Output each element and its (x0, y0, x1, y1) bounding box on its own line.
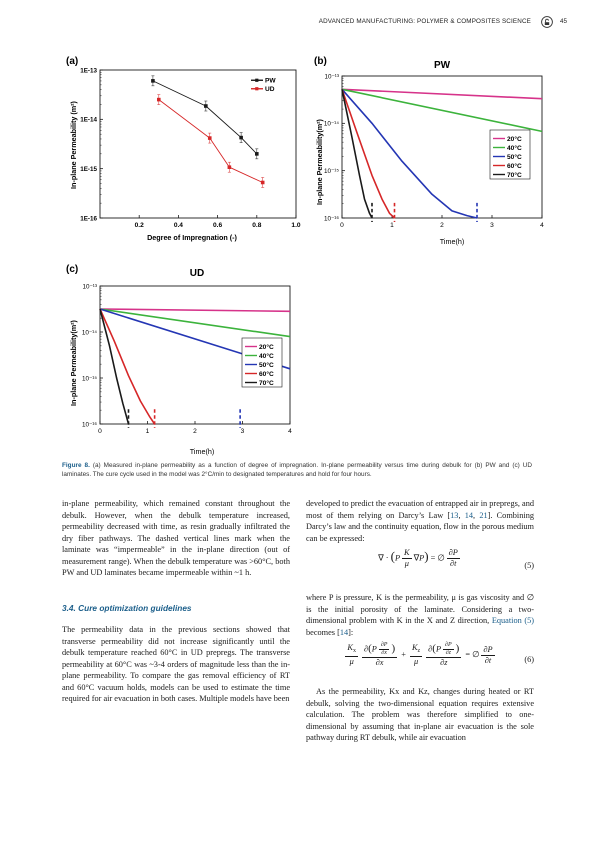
y-axis-label-b: In-plane Permeability(m²) (315, 119, 324, 205)
series-line-60C (342, 89, 395, 218)
series-line-60C (100, 309, 155, 424)
paragraph-right-3: As the permeability, Kx and Kz, changes during heated or RT debulk, solving the two-dimensional equation requires extensive calculation. The problem was therefore simplified to one-dimensional by assuming that in-plane air evacuation is the sole pathway during RT debulk, while air evacuation (306, 687, 534, 742)
body-left-column (62, 498, 290, 705)
y-tick-label: 10⁻¹⁴ (81, 329, 97, 337)
legend-entry: PW (265, 77, 276, 85)
equation-link[interactable]: Equation (5) (491, 616, 535, 625)
citation-link[interactable]: 14 (464, 510, 474, 520)
legend-entry: UD (265, 86, 275, 94)
citation-link[interactable]: 13 (450, 510, 459, 520)
x-tick-label: 3 (490, 222, 494, 229)
series-line-50C (342, 89, 477, 218)
x-axis-label-a: Degree of Impregnation (-) (147, 233, 237, 242)
series-line-UD (159, 100, 263, 183)
y-tick-label: 1E-14 (80, 116, 97, 124)
y-axis-label-a: In-plane Permeability (m²) (69, 101, 78, 189)
body-right-column (306, 498, 534, 744)
legend-entry: 20°C (507, 135, 522, 143)
y-tick-label: 10⁻¹⁵ (81, 375, 97, 383)
panel-label-b: (b) (314, 56, 327, 67)
figure-panel-a (62, 50, 307, 250)
x-tick-label: 4 (540, 222, 544, 229)
paragraph-left-1: in-plane permeability, which remained constant throughout the debulk. However, when the debulk temperature increased, permeability decreased with time, as resin gradually infiltrated the dry fiber pathways. The dashed vertical lines mark when the laminate was “impermeable” in the in-plane direction (out of measurement range). When the debulk temperature was >60°C, both PW and UD laminates became impermeable within ~1 h. (62, 499, 290, 577)
x-tick-label: 1.0 (291, 222, 301, 229)
y-tick-label: 1E-13 (80, 67, 97, 75)
legend-entry: 40°C (507, 144, 522, 152)
equation-5: ∇ · (P $\frac{K}{\mu}$ ∇P) = ∅ $\frac{\partial P}{\partial t}$ (5) (378, 548, 534, 570)
page-number: 45 (559, 18, 567, 25)
x-tick-label: 0.8 (252, 222, 262, 229)
y-tick-label: 10⁻¹³ (324, 73, 339, 81)
y-tick-label: 10⁻¹⁵ (323, 168, 339, 176)
equation-number: (6) (524, 655, 534, 664)
legend-marker (255, 79, 258, 82)
paragraph-left-2: The permeability data in the previous sections showed that transverse permeability did not increase significantly until the debulk temperature reached 60°C in UD prepregs. The transverse permeability at 60°C was ~3-4 orders of magnitude less than the in-plane permeability. To compare the gas removal efficiency of RT and 60°C vacuum holds, models can be used to estimate the time required for air evacuation in both cases. Multiple models have been (62, 625, 290, 703)
series-line-PW (153, 81, 257, 154)
equation-number: (5) (524, 561, 534, 570)
legend-entry: 60°C (259, 370, 274, 378)
paragraph-right-2: where P is pressure, K is the permeability, μ is gas viscosity and ∅ is the initial porosity of the laminate. Considering a two-dimensional problem with K in the X and Z direction, Equation (5) becomes [14]: (306, 593, 535, 637)
y-axis-label-c: In-plane Permeability(m²) (69, 320, 78, 406)
series-line-70C (342, 89, 372, 218)
panel-label-c: (c) (66, 264, 79, 275)
series-line-20C (342, 89, 542, 98)
legend-marker (255, 87, 258, 90)
x-tick-label: 2 (440, 222, 444, 229)
x-tick-label: 0.6 (213, 222, 223, 229)
y-tick-label: 10⁻¹³ (82, 283, 97, 291)
x-axis-label-c: Time(h) (189, 447, 215, 456)
x-tick-label: 0.4 (173, 222, 183, 229)
caption-label: Figure 8. (62, 462, 90, 469)
x-tick-label: 4 (288, 428, 292, 435)
legend-entry: 50°C (507, 153, 522, 161)
x-tick-label: 0 (98, 428, 102, 435)
chart-title-c: UD (189, 268, 205, 279)
y-tick-label: 10⁻¹⁴ (323, 120, 339, 128)
figure-caption (62, 462, 532, 479)
citation-link[interactable]: 21 (479, 510, 488, 520)
legend-entry: 60°C (507, 162, 522, 170)
series-line-20C (100, 309, 290, 311)
legend-entry: 50°C (259, 361, 274, 369)
x-tick-label: 1 (390, 222, 394, 229)
citation-link[interactable]: 14 (339, 627, 349, 637)
chart-title-b: PW (433, 60, 451, 71)
y-tick-label: 1E-16 (80, 215, 97, 223)
section-heading: 3.4. Cure optimization guidelines (62, 602, 192, 613)
legend-entry: 70°C (259, 379, 274, 387)
x-tick-label: 2 (193, 428, 197, 435)
y-tick-label: 10⁻¹⁶ (323, 215, 339, 223)
running-header (0, 16, 595, 30)
figure-panel-b (312, 50, 552, 250)
equation-6: $\frac{K_x}{\mu}$ ∂(P $\frac{\partial P}{\partial x}$ ) ∂x + $\frac{K_z}{\mu}$ ∂(P $\frac{\partial P}{\partial z}$ ) ∂z = ∅ $\frac{\partial P}{\partial t}$ (6) (347, 642, 534, 667)
series-line-40C (100, 309, 290, 337)
chart-panel-c (62, 258, 302, 458)
legend-entry: 70°C (507, 171, 522, 179)
x-tick-label: 1 (145, 428, 150, 435)
caption-text: (a) Measured in-plane permeability as a function of degree of impregnation. In-plane permeability versus time during debulk for (b) PW and (c) UD laminates. The cure cycle used in the model was 2°C/min to designated temperatures and hold for four hours. (62, 462, 532, 478)
figure-panel-c (62, 258, 302, 458)
x-tick-label: 3 (240, 428, 245, 435)
legend-entry: 40°C (259, 352, 274, 360)
panel-label-a: (a) (66, 56, 79, 67)
x-tick-label: 0 (340, 222, 344, 229)
journal-title: ADVANCED MANUFACTURING: POLYMER & COMPOSITES SCIENCE (318, 18, 531, 25)
x-axis-label-b: Time(h) (439, 237, 465, 246)
chart-panel-a (62, 50, 307, 250)
chart-panel-b (312, 50, 552, 250)
series-line-40C (342, 89, 542, 131)
open-access-lock-icon (541, 16, 553, 28)
x-tick-label: 0.2 (134, 222, 144, 229)
paragraph-right-1: developed to predict the evacuation of entrapped air in prepregs, and most of them relying on Darcy’s Law [13, 14, 21]. Combining Darcy’s law and the continuity equation, flow in the porous medium can be expressed: (306, 499, 534, 543)
legend-entry: 20°C (259, 343, 274, 351)
y-tick-label: 10⁻¹⁶ (81, 421, 97, 429)
y-tick-label: 1E-15 (80, 166, 97, 174)
